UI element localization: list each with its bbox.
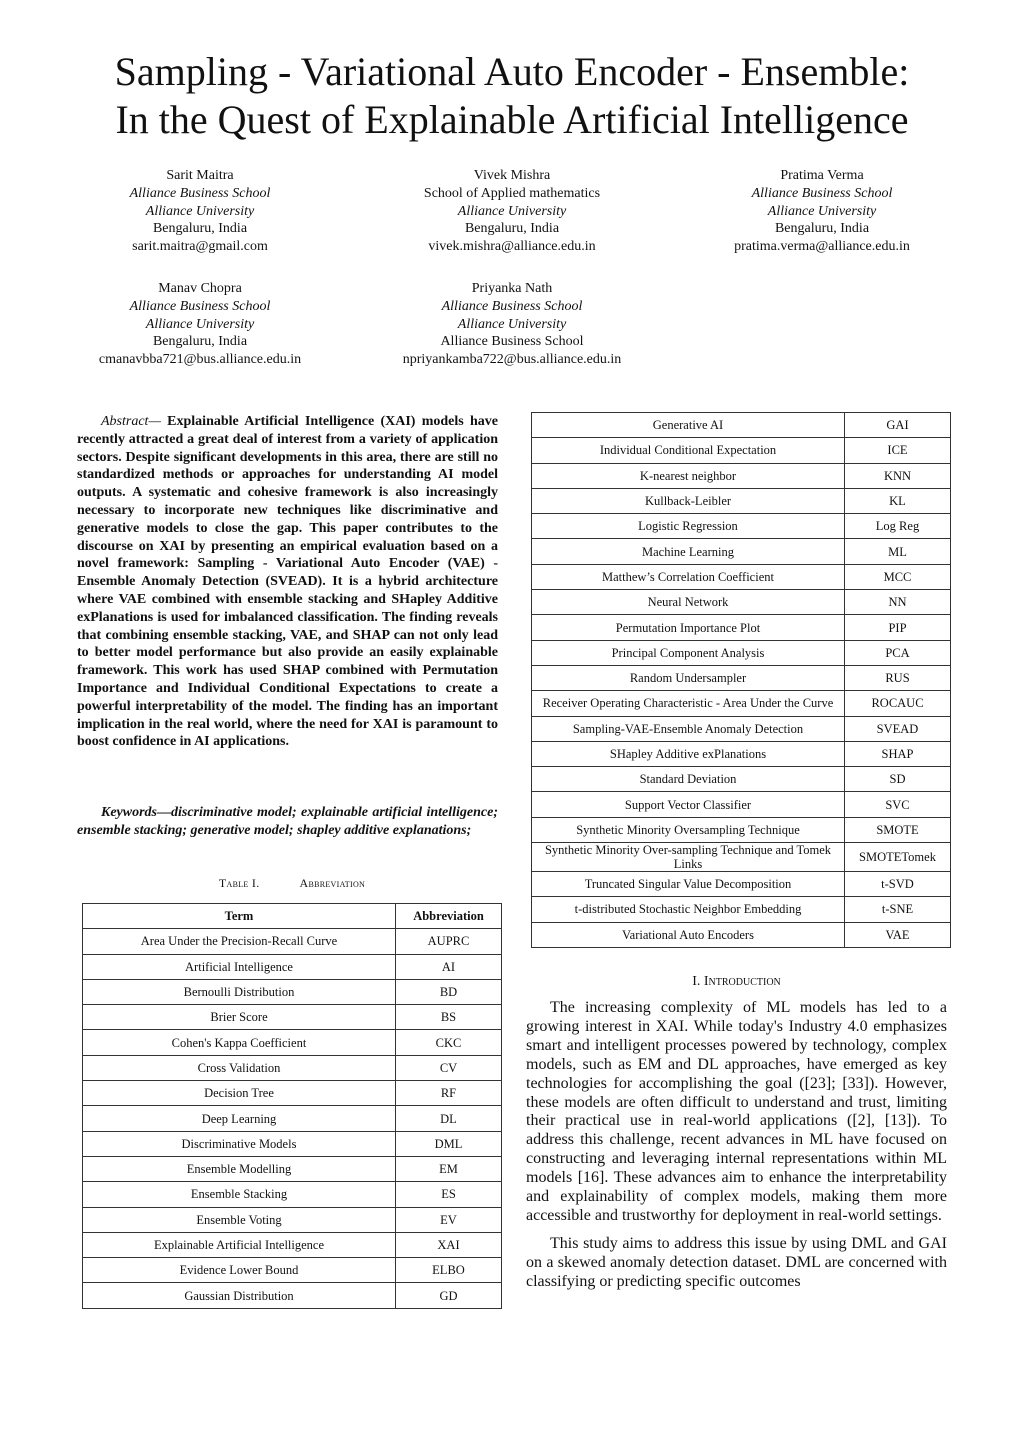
- author-dept: School of Applied mathematics: [423, 185, 601, 201]
- term-cell: Kullback-Leibler: [532, 488, 845, 513]
- abbreviation-cell: AI: [396, 954, 502, 979]
- term-cell: t-distributed Stochastic Neighbor Embedding: [532, 897, 845, 922]
- keywords-text: discriminative model; explainable artificial intelligence; ensemble stacking; generative model; shapley additive explanations;: [77, 805, 498, 838]
- term-cell: Discriminative Models: [83, 1131, 396, 1156]
- table-row: [532, 817, 951, 842]
- author-org: Alliance University: [767, 203, 877, 219]
- table-row: [83, 1182, 502, 1207]
- author-email: pratima.verma@alliance.edu.in: [734, 239, 910, 255]
- table-caption: [82, 876, 502, 891]
- table-row: [83, 1131, 502, 1156]
- table-row: [83, 1106, 502, 1131]
- section-heading-introduction: I. Introduction: [692, 974, 781, 989]
- table-row: [532, 413, 951, 438]
- keywords: [77, 804, 498, 840]
- title-line-2: In the Quest of Explainable Artificial Intelligence: [115, 97, 909, 142]
- table-row: [532, 872, 951, 897]
- author-email: vivek.mishra@alliance.edu.in: [428, 239, 596, 255]
- paper-title: [0, 48, 1024, 144]
- table-row: [532, 438, 951, 463]
- abbreviation-cell: t-SVD: [845, 872, 951, 897]
- author-org: Alliance University: [457, 316, 567, 332]
- author-org: Alliance University: [145, 316, 255, 332]
- abbreviation-cell: EM: [396, 1156, 502, 1181]
- introduction-text: [526, 999, 947, 1301]
- intro-paragraph-1: The increasing complexity of ML models has led to a growing interest in XAI. While today's Industry 4.0 emphasizes smart and intelligent processes powered by technology, complex models, such as EM and DL approaches, have emerged as key technologies for accomplishing the goal ([23]; [33]). However, these models are often difficult to understand and trust, limiting their practical use in real-world applications ([2], [13]). To address this challenge, recent advances in ML have focused on constructing and leveraging internal representations within ML models [16]. These advances aim to enhance the interpretability and explainability of complex models, making them more accessible and trustworthy for deployment in real-world settings.: [526, 999, 947, 1224]
- author-loc: Bengaluru, India: [774, 221, 870, 237]
- term-cell: Permutation Importance Plot: [532, 615, 845, 640]
- term-cell: Sampling-VAE-Ensemble Anomaly Detection: [532, 716, 845, 741]
- abbreviation-cell: ROCAUC: [845, 691, 951, 716]
- intro-paragraph-2: This study aims to address this issue by using DML and GAI on a skewed anomaly detection dataset. DML are concerned with classifying or predicting specific outcomes: [526, 1234, 947, 1290]
- term-cell: Bernoulli Distribution: [83, 979, 396, 1004]
- term-cell: Generative AI: [532, 413, 845, 438]
- table-row: [532, 615, 951, 640]
- table-row: [83, 1258, 502, 1283]
- title-line-1: Sampling - Variational Auto Encoder - Ensemble:: [114, 49, 910, 94]
- table-row: [532, 716, 951, 741]
- term-cell: Neural Network: [532, 590, 845, 615]
- table-row: [532, 564, 951, 589]
- abbreviation-cell: SVEAD: [845, 716, 951, 741]
- abbreviation-cell: RF: [396, 1081, 502, 1106]
- term-cell: Deep Learning: [83, 1106, 396, 1131]
- author-org: Alliance University: [145, 203, 255, 219]
- abstract-text: Explainable Artificial Intelligence (XAI) models have recently attracted a great deal of interest from a variety of application sectors. Despite significant developments in this area, there are still no standardized methods or approaches for understanding AI model outputs. A systematic and cohesive framework is also increasingly necessary to incorporate new techniques like discriminative and generative models to close the gap. This paper contributes to the discourse on XAI by presenting an empirical evaluation based on a novel framework: Sampling - Variational Auto Encoder (VAE) - Ensemble Anomaly Detection (SVEAD). It is a hybrid architecture where VAE combined with ensemble stacking and SHapley Additive exPlanations is used for imbalanced classification. The finding reveals that combining ensemble stacking, VAE, and SHAP can not only lead to better model performance but also provide an easily explainable framework. This work has used SHAP combined with Permutation Importance and Individual Conditional Expectations to create a powerful interpretability of the model. The finding has an important implication in the real world, where the need for XAI is paramount to boost confidence in AI applications.: [77, 414, 498, 750]
- table-row: [532, 897, 951, 922]
- term-cell: Cohen's Kappa Coefficient: [83, 1030, 396, 1055]
- abbreviation-cell: SMOTE: [845, 817, 951, 842]
- abstract: [77, 413, 498, 751]
- table-label: Table I.: [218, 876, 260, 890]
- author-5: [352, 280, 672, 369]
- abbreviation-cell: SVC: [845, 792, 951, 817]
- abbreviation-cell: DML: [396, 1131, 502, 1156]
- table-row: [532, 463, 951, 488]
- abstract-lead: Abstract—: [101, 414, 161, 429]
- abbreviation-cell: RUS: [845, 665, 951, 690]
- abbreviation-cell: Log Reg: [845, 514, 951, 539]
- author-dept: Alliance Business School: [129, 298, 271, 314]
- table-row: [532, 922, 951, 947]
- abbreviation-cell: PIP: [845, 615, 951, 640]
- table-row: [532, 539, 951, 564]
- term-cell: Synthetic Minority Oversampling Technique: [532, 817, 845, 842]
- term-cell: Principal Component Analysis: [532, 640, 845, 665]
- abbreviation-cell: SMOTETomek: [845, 843, 951, 872]
- term-cell: K-nearest neighbor: [532, 463, 845, 488]
- term-cell: Area Under the Precision-Recall Curve: [83, 929, 396, 954]
- author-2: [352, 167, 672, 256]
- table-row: [532, 792, 951, 817]
- author-loc: Bengaluru, India: [152, 221, 248, 237]
- abbreviation-cell: ES: [396, 1182, 502, 1207]
- term-cell: Artificial Intelligence: [83, 954, 396, 979]
- header-abbreviation: Abbreviation: [396, 904, 502, 929]
- table-row: [83, 1005, 502, 1030]
- table-row: [83, 1207, 502, 1232]
- term-cell: Logistic Regression: [532, 514, 845, 539]
- table-row: [83, 1081, 502, 1106]
- term-cell: Standard Deviation: [532, 767, 845, 792]
- term-cell: Random Undersampler: [532, 665, 845, 690]
- term-cell: Machine Learning: [532, 539, 845, 564]
- abbreviation-cell: BS: [396, 1005, 502, 1030]
- author-name: Vivek Mishra: [473, 168, 551, 183]
- abbreviation-cell: KNN: [845, 463, 951, 488]
- author-email: sarit.maitra@gmail.com: [132, 239, 268, 255]
- table-row: [532, 665, 951, 690]
- author-loc: Bengaluru, India: [152, 334, 248, 350]
- table-header-row: [83, 904, 502, 929]
- abbreviation-cell: GAI: [845, 413, 951, 438]
- table-row: [83, 1156, 502, 1181]
- term-cell: Support Vector Classifier: [532, 792, 845, 817]
- author-name: Pratima Verma: [780, 168, 864, 183]
- term-cell: Individual Conditional Expectation: [532, 438, 845, 463]
- abbreviation-table-continued: [531, 412, 951, 948]
- abbreviation-cell: GD: [396, 1283, 502, 1308]
- abbreviation-cell: SD: [845, 767, 951, 792]
- abbreviation-cell: SHAP: [845, 741, 951, 766]
- term-cell: Cross Validation: [83, 1055, 396, 1080]
- abbreviation-cell: AUPRC: [396, 929, 502, 954]
- abbreviation-cell: t-SNE: [845, 897, 951, 922]
- table-caption-text: Abbreviation: [299, 876, 366, 890]
- abbreviation-cell: DL: [396, 1106, 502, 1131]
- table-row: [83, 1283, 502, 1308]
- author-dept: Alliance Business School: [129, 185, 271, 201]
- abbreviation-cell: NN: [845, 590, 951, 615]
- author-name: Manav Chopra: [158, 281, 242, 296]
- table-row: [532, 640, 951, 665]
- author-dept: Alliance Business School: [751, 185, 893, 201]
- author-loc: Bengaluru, India: [464, 221, 560, 237]
- table-row: [83, 1030, 502, 1055]
- author-1: [40, 167, 360, 256]
- table-row: [83, 979, 502, 1004]
- abbreviation-cell: MCC: [845, 564, 951, 589]
- abbreviation-cell: ELBO: [396, 1258, 502, 1283]
- table-row: [532, 741, 951, 766]
- abbreviation-cell: ICE: [845, 438, 951, 463]
- table-row: [83, 1055, 502, 1080]
- term-cell: Matthew’s Correlation Coefficient: [532, 564, 845, 589]
- table-row: [532, 843, 951, 872]
- header-term: Term: [83, 904, 396, 929]
- term-cell: Receiver Operating Characteristic - Area Under the Curve: [532, 691, 845, 716]
- abbreviation-cell: EV: [396, 1207, 502, 1232]
- author-email: cmanavbba721@bus.alliance.edu.in: [98, 352, 302, 368]
- abbreviation-table: [82, 903, 502, 1309]
- table-row: [532, 514, 951, 539]
- table-row: [83, 954, 502, 979]
- term-cell: Decision Tree: [83, 1081, 396, 1106]
- abbreviation-cell: BD: [396, 979, 502, 1004]
- keywords-lead: Keywords—: [101, 805, 171, 820]
- term-cell: Ensemble Modelling: [83, 1156, 396, 1181]
- term-cell: SHapley Additive exPlanations: [532, 741, 845, 766]
- term-cell: Gaussian Distribution: [83, 1283, 396, 1308]
- term-cell: Synthetic Minority Over-sampling Technique and Tomek Links: [532, 843, 845, 872]
- term-cell: Evidence Lower Bound: [83, 1258, 396, 1283]
- abbreviation-cell: XAI: [396, 1232, 502, 1257]
- table-row: [532, 488, 951, 513]
- table-row: [532, 691, 951, 716]
- abbreviation-cell: KL: [845, 488, 951, 513]
- author-dept: Alliance Business School: [441, 298, 583, 314]
- author-org: Alliance University: [457, 203, 567, 219]
- table-row: [532, 767, 951, 792]
- term-cell: Truncated Singular Value Decomposition: [532, 872, 845, 897]
- author-3: [662, 167, 982, 256]
- term-cell: Ensemble Stacking: [83, 1182, 396, 1207]
- author-loc: Alliance Business School: [440, 334, 584, 350]
- term-cell: Explainable Artificial Intelligence: [83, 1232, 396, 1257]
- author-name: Priyanka Nath: [471, 281, 553, 296]
- term-cell: Variational Auto Encoders: [532, 922, 845, 947]
- author-email: npriyankamba722@bus.alliance.edu.in: [402, 352, 622, 368]
- abbreviation-cell: CV: [396, 1055, 502, 1080]
- abbreviation-cell: CKC: [396, 1030, 502, 1055]
- abbreviation-cell: ML: [845, 539, 951, 564]
- table-row: [83, 929, 502, 954]
- author-name: Sarit Maitra: [166, 168, 234, 183]
- abbreviation-cell: VAE: [845, 922, 951, 947]
- term-cell: Brier Score: [83, 1005, 396, 1030]
- author-4: [40, 280, 360, 369]
- abbreviation-cell: PCA: [845, 640, 951, 665]
- table-row: [83, 1232, 502, 1257]
- term-cell: Ensemble Voting: [83, 1207, 396, 1232]
- table-row: [532, 590, 951, 615]
